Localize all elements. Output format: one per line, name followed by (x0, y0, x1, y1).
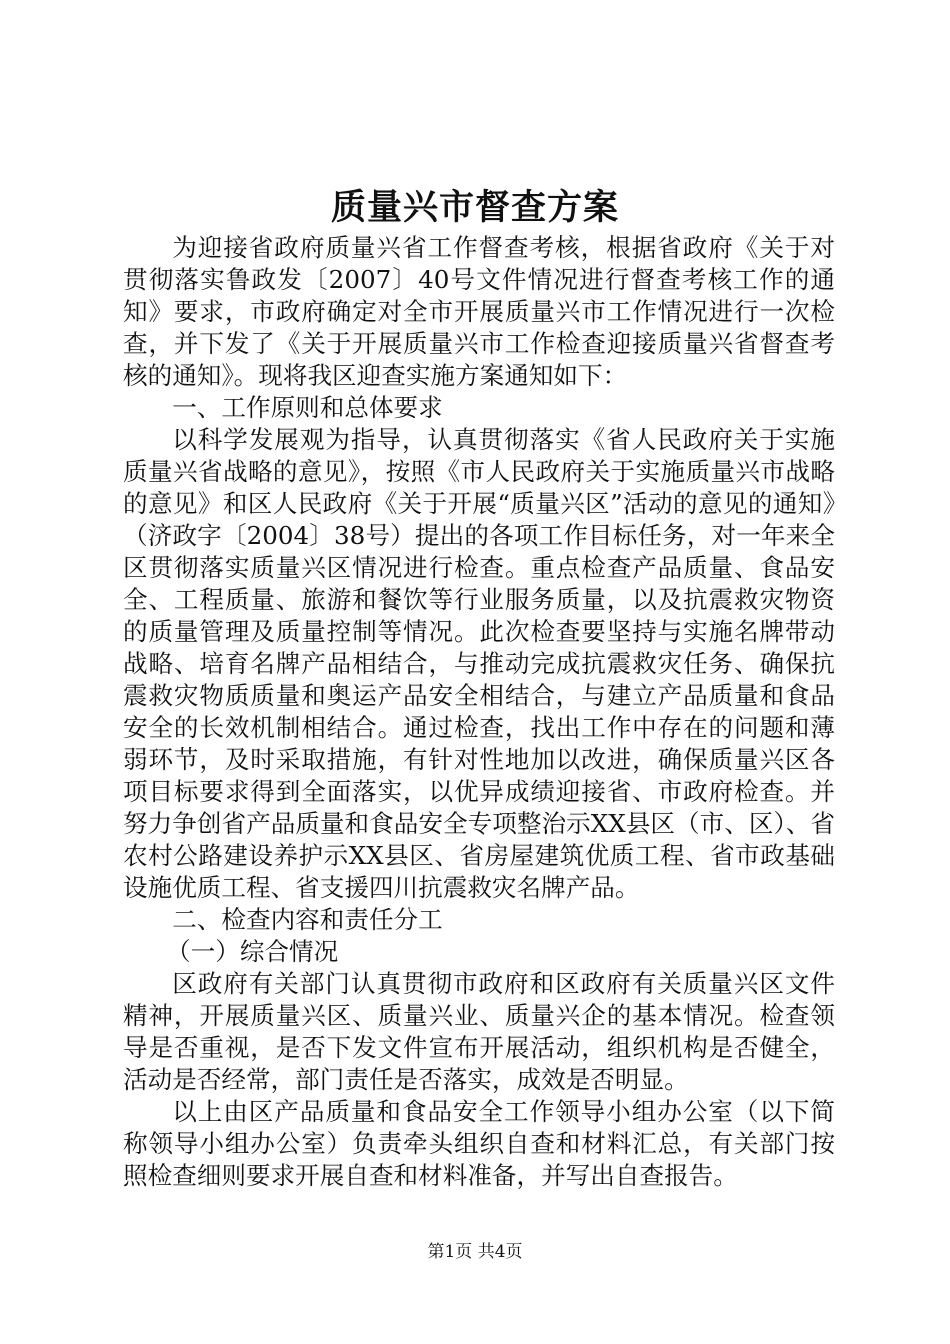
intro-paragraph: 为迎接省政府质量兴省工作督查考核，根据省政府《关于对贯彻落实鲁政发〔2007〕40号文件情况进行督查考核工作的通知》要求，市政府确定对全市开展质量兴市工作情况进行一次检查，并下发了《关于开展质量兴市工作检查迎接质量兴省督查考核的通知》。现将我区迎查实施方案通知如下： (123, 233, 835, 390)
section-heading-2: 二、检查内容和责任分工 (172, 905, 443, 934)
principles-paragraph: 以科学发展观为指导，认真贯彻落实《省人民政府关于实施质量兴省战略的意见》，按照《市人民政府关于实施质量兴市战略的意见》和区人民政府《关于开展“质量兴区”活动的意见的通知》（济政字〔2004〕38号）提出的各项工作目标任务，对一年来全区贯彻落实质量兴区情况进行检查。重点检查产品质量、食品安全、工程质量、旅游和餐饮等行业服务质量，以及抗震救灾物资的质量管理及质量控制等情况。此次检查要坚持与实施名牌带动战略、培育名牌产品相结合，与推动完成抗震救灾任务、确保抗震救灾物质质量和奥运产品安全相结合，与建立产品质量和食品安全的长效机制相结合。通过检查，找出工作中存在的问题和薄弱环节，及时采取措施，有针对性地加以改进，确保质量兴区各项目标要求得到全面落实，以优异成绩迎接省、市政府检查。并努力争创省产品质量和食品安全专项整治示XX县区（市、区）、省农村公路建设养护示XX县区、省房屋建筑优质工程、省市政基础设施优质工程、省支援四川抗震救灾名牌产品。 (123, 425, 835, 902)
section-heading-1: 一、工作原则和总体要求 (172, 393, 443, 422)
sub-heading-1: （一）综合情况 (166, 937, 339, 966)
document-title: 质量兴市督查方案 (330, 187, 619, 228)
overview-paragraph: 区政府有关部门认真贯彻市政府和区政府有关质量兴区文件精神，开展质量兴区、质量兴业、质量兴企的基本情况。检查领导是否重视，是否下发文件宣布开展活动，组织机构是否健全，活动是否经常，部门责任是否落实，成效是否明显。 (123, 969, 835, 1094)
responsibility-paragraph: 以上由区产品质量和食品安全工作领导小组办公室（以下简称领导小组办公室）负责牵头组织自查和材料汇总，有关部门按照检查细则要求开展自查和材料准备，并写出自查报告。 (123, 1097, 835, 1190)
page-footer: 第1页 共4页 (427, 1242, 523, 1262)
document-body (123, 232, 835, 1192)
